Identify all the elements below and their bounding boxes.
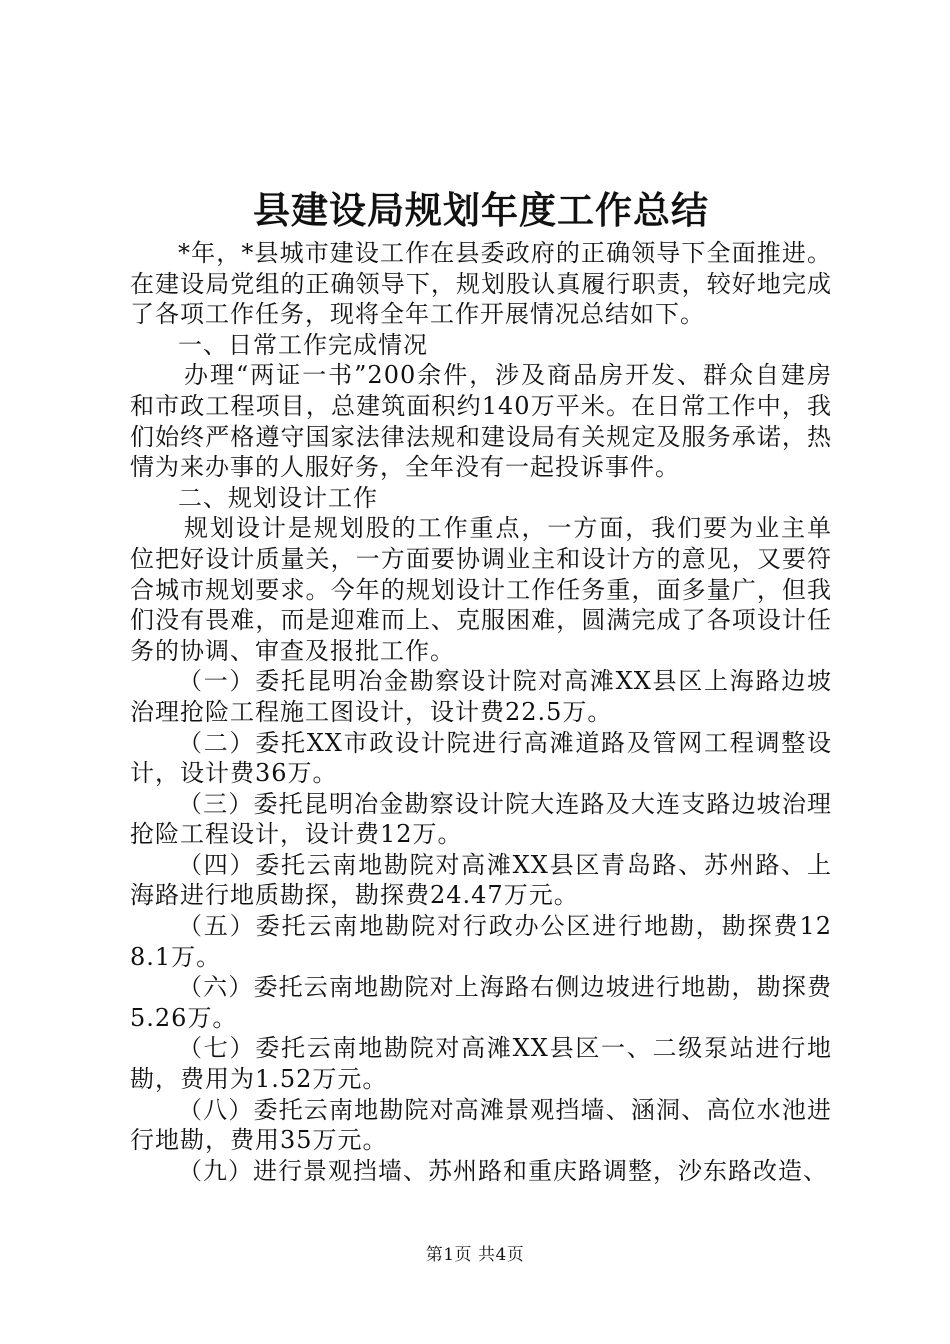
intro-paragraph: *年，*县城市建设工作在县委政府的正确领导下全面推进。在建设局党组的正确领导下，规划股认真履行职责，较好地完成了各项工作任务，现将全年工作开展情况总结如下。	[130, 239, 832, 329]
list-item: （四）委托云南地勘院对高滩XX县区青岛路、苏州路、上海路进行地质勘探，勘探费24.47万元。	[130, 850, 832, 910]
page-footer: 第1页 共4页	[425, 1245, 525, 1265]
section-heading-planning-design: 二、规划设计工作	[178, 483, 378, 512]
list-item: （五）委托云南地勘院对行政办公区进行地勘，勘探费128.1万。	[130, 912, 832, 971]
list-item: （六）委托云南地勘院对上海路右侧边坡进行地勘，勘探费5.26万。	[130, 973, 832, 1032]
list-item: （八）委托云南地勘院对高滩景观挡墙、涵洞、高位水池进行地勘，费用35万元。	[130, 1095, 832, 1155]
list-item: （九）进行景观挡墙、苏州路和重庆路调整，沙东路改造、	[178, 1156, 828, 1185]
document-title: 县建设局规划年度工作总结	[253, 188, 709, 232]
list-item: （三）委托昆明冶金勘察设计院大连路及大连支路边坡治理抢险工程设计，设计费12万。	[130, 789, 832, 849]
planning-design-paragraph: 规划设计是规划股的工作重点，一方面，我们要为业主单位把好设计质量关，一方面要协调业主和设计方的意见，又要符合城市规划要求。今年的规划设计工作任务重，面多量广，但我们没有畏难，而是迎难而上、克服困难，圆满完成了各项设计任务的协调、审查及报批工作。	[130, 514, 832, 665]
list-item: （二）委托XX市政设计院进行高滩道路及管网工程调整设计，设计费36万。	[130, 728, 832, 788]
daily-work-paragraph: 办理“两证一书”200余件，涉及商品房开发、群众自建房和市政工程项目，总建筑面积约140万平米。在日常工作中，我们始终严格遵守国家法律法规和建设局有关规定及服务承诺，热情为来办事的人服好务，全年没有一起投诉事件。	[130, 361, 832, 482]
list-item: （一）委托昆明冶金勘察设计院对高滩XX县区上海路边坡治理抢险工程施工图设计，设计费22.5万。	[130, 667, 832, 726]
section-heading-daily-work: 一、日常工作完成情况	[178, 330, 428, 359]
list-item: （七）委托云南地勘院对高滩XX县区一、二级泵站进行地勘，费用为1.52万元。	[130, 1034, 832, 1094]
document-page	[130, 182, 832, 1186]
